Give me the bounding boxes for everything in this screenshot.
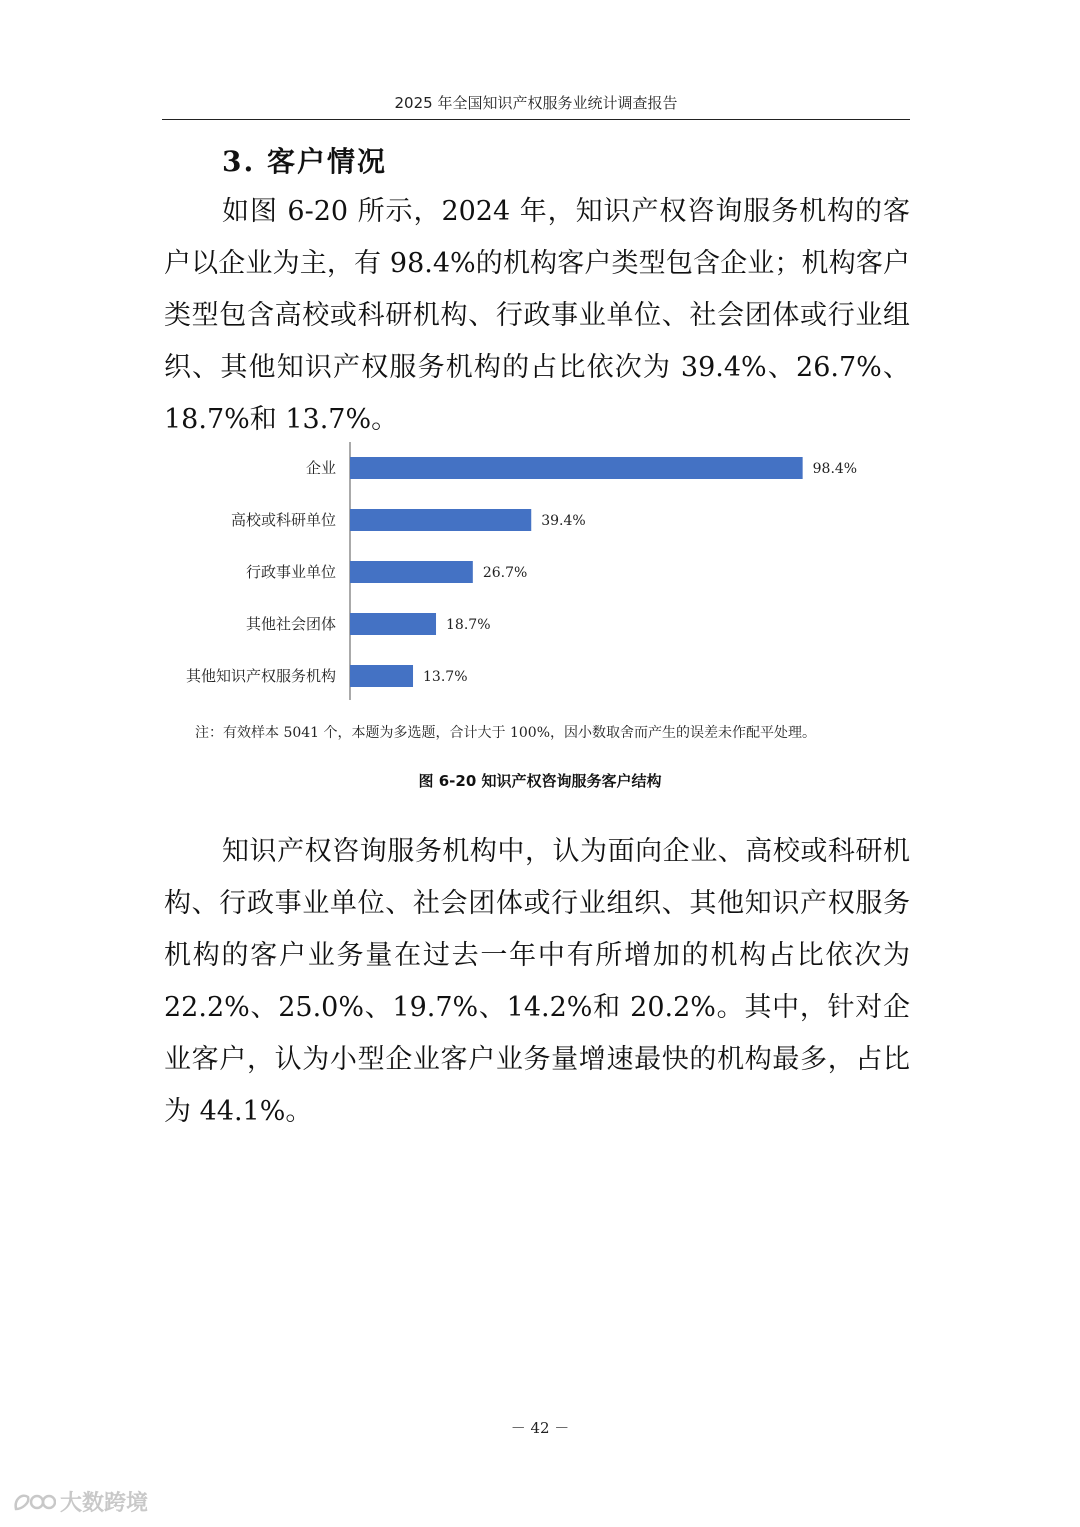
value-label: 13.7% [423,669,468,685]
bar [350,665,413,687]
value-label: 98.4% [812,461,858,477]
watermark-logo-icon [12,1489,56,1515]
category-label: 其他知识产权服务机构 [185,667,336,685]
running-header: 2025 年全国知识产权服务业统计调查报告 [394,94,678,112]
value-label: 39.4% [541,513,586,529]
watermark [12,1486,148,1517]
bar [350,509,531,531]
bar-chart-svg [160,440,920,710]
body-paragraph-2: 知识产权咨询服务机构中，认为面向企业、高校或科研机构、行政事业单位、社会团体或行业组织、其他知识产权服务机构的客户业务量在过去一年中有所增加的机构占比依次为 22.2%、25.0%、19.7%、14.2%和 20.2%。其中，针对企业客户，认为小型企业客户业务量增速最快的机构最多，占比为 44.1%。 [164,836,910,1127]
category-label: 高校或科研单位 [230,511,336,529]
bar [350,613,436,635]
header-rule [162,119,910,120]
customer-structure-chart [160,440,920,710]
section-heading: 3. 客户情况 [222,145,387,178]
value-label: 18.7% [446,617,491,633]
category-label: 行政事业单位 [245,563,336,581]
value-label: 26.7% [482,565,528,581]
bar [350,457,803,479]
category-label: 其他社会团体 [245,615,336,633]
figure-caption: 图 6-20 知识产权咨询服务客户结构 [418,772,662,790]
watermark-text: 大数跨境 [60,1491,149,1516]
chart-note: 注：有效样本 5041 个，本题为多选题，合计大于 100%，因小数取舍而产生的误差未作配平处理。 [195,725,817,741]
category-label: 企业 [305,459,336,477]
page-number: － 42 － [510,1419,570,1437]
bar [350,561,473,583]
body-paragraph-1: 如图 6-20 所示，2024 年，知识产权咨询服务机构的客户以企业为主，有 98.4%的机构客户类型包含企业；机构客户类型包含高校或科研机构、行政事业单位、社会团体或行业组织、其他知识产权服务机构的占比依次为 39.4%、26.7%、18.7%和 13.7%。 [164,196,910,435]
